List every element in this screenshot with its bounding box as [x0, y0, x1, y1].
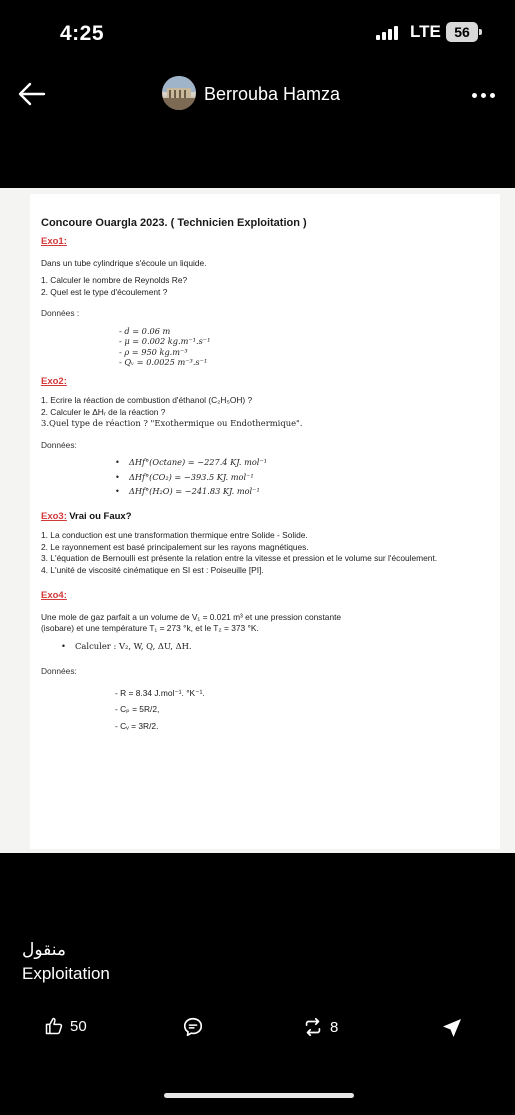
home-indicator[interactable] [164, 1093, 354, 1098]
back-button[interactable] [14, 76, 50, 112]
exo2-q2: 2. Calculer le ΔHᵣ de la réaction ? [41, 406, 166, 417]
author-name[interactable]: Berrouba Hamza [204, 84, 341, 104]
status-time: 4:25 [60, 22, 105, 45]
send-icon [440, 1016, 464, 1040]
arrow-left-icon [14, 76, 50, 112]
exo3-q3: 3. L'équation de Bernoulli est présente la relation entre la vitesse et pression et le volume sur l'écoulement. [41, 553, 438, 563]
exo2-label: Exo2: [41, 375, 67, 387]
thumbs-up-icon [44, 1016, 64, 1036]
exo3-q1: 1. La conduction est une transformation thermique entre Solide - Solide. [41, 530, 308, 540]
document-page [30, 194, 500, 849]
exo1-mu: - μ = 0.002 kg.m⁻¹.s⁻¹ [119, 336, 211, 346]
exo4-r: - R = 8.34 J.mol⁻¹. °K⁻¹. [115, 687, 205, 698]
comment-icon [182, 1016, 204, 1038]
exo3-label: Exo3: [41, 510, 67, 522]
dot-icon [481, 93, 486, 98]
exo4-text2: (isobare) et une température T₁ = 273 °k, et le T₂ = 373 °K. [41, 623, 259, 633]
exo2-q3: 3.Quel type de réaction ? "Exothermique ou Endothermique". [41, 418, 303, 428]
exo1-qv: - Qᵥ = 0.0025 m⁻³.s⁻¹ [119, 357, 208, 367]
like-button[interactable] [44, 1016, 87, 1036]
exo3-question: Vrai ou Faux? [69, 510, 132, 522]
exo1-donnees-label: Données : [41, 308, 80, 318]
exo1-label: Exo1: [41, 236, 67, 247]
exo1-d: - d = 0.06 m [119, 325, 171, 336]
send-button[interactable] [440, 1016, 464, 1045]
exo4-text1: Une mole de gaz parfait a un volume de V₁ = 0.021 m³ et une pression constante [41, 611, 342, 622]
exo4-cp: - Cₚ = 5R/2, [115, 704, 160, 714]
dot-icon [490, 93, 495, 98]
exo1-q2: 2. Quel est le type d'écoulement ? [41, 286, 168, 297]
share-button[interactable] [302, 1016, 338, 1038]
network-type: LTE [410, 22, 441, 41]
comment-button[interactable] [182, 1016, 204, 1043]
repost-icon [302, 1016, 324, 1038]
exo4-cv: - Cᵥ = 3R/2. [115, 720, 159, 731]
status-bar [0, 0, 515, 60]
exo1-q1: 1. Calculer le nombre de Reynolds Re? [41, 275, 188, 285]
exo1-rho: - ρ = 950 kg.m⁻³ [119, 346, 188, 357]
exo2-donnees-label: Données: [41, 439, 77, 450]
exo3-q2: 2. Le rayonnement est basé principalement sur les rayons magnétiques. [41, 541, 309, 552]
like-count: 50 [70, 1017, 87, 1035]
caption-arabic: منقول [22, 940, 66, 960]
battery-icon [446, 22, 478, 42]
battery-level: 56 [454, 24, 470, 40]
avatar[interactable] [162, 76, 196, 110]
exo4-donnees-label: Données: [41, 666, 77, 676]
post-image[interactable] [0, 188, 515, 853]
document-title: Concoure Ouargla 2023. ( Technicien Exploitation ) [41, 217, 307, 229]
more-options-button[interactable] [472, 86, 500, 104]
document-content [41, 216, 491, 732]
action-bar [0, 1012, 515, 1048]
caption: Exploitation [22, 964, 110, 983]
exo2-q1: 1. Ecrire la réaction de combustion d'éthanol (C₂H₅OH) ? [41, 395, 253, 405]
exo3-q4: 4. L'unité de viscosité cinématique en SI est : Poiseuille [PI]. [41, 564, 264, 575]
exo2-co2: • ΔHf°(CO₂) = −393.5 KJ. mol⁻¹ [115, 472, 491, 483]
exo4-label: Exo4: [41, 590, 67, 601]
share-count: 8 [330, 1018, 339, 1036]
avatar-image [162, 76, 196, 110]
exo2-h2o: • ΔHf°(H₂O) = −241.83 KJ. mol⁻¹ [115, 486, 491, 497]
exo2-octane: • ΔHf°(Octane) = −227.4 KJ. mol⁻¹ [115, 457, 491, 468]
exo4-calculer: • Calculer : V₂, W, Q, ΔU, ΔH. [61, 641, 491, 653]
dot-icon [472, 93, 477, 98]
exo1-intro: Dans un tube cylindrique s'écoule un liquide. [41, 257, 207, 268]
signal-icon [376, 24, 398, 40]
